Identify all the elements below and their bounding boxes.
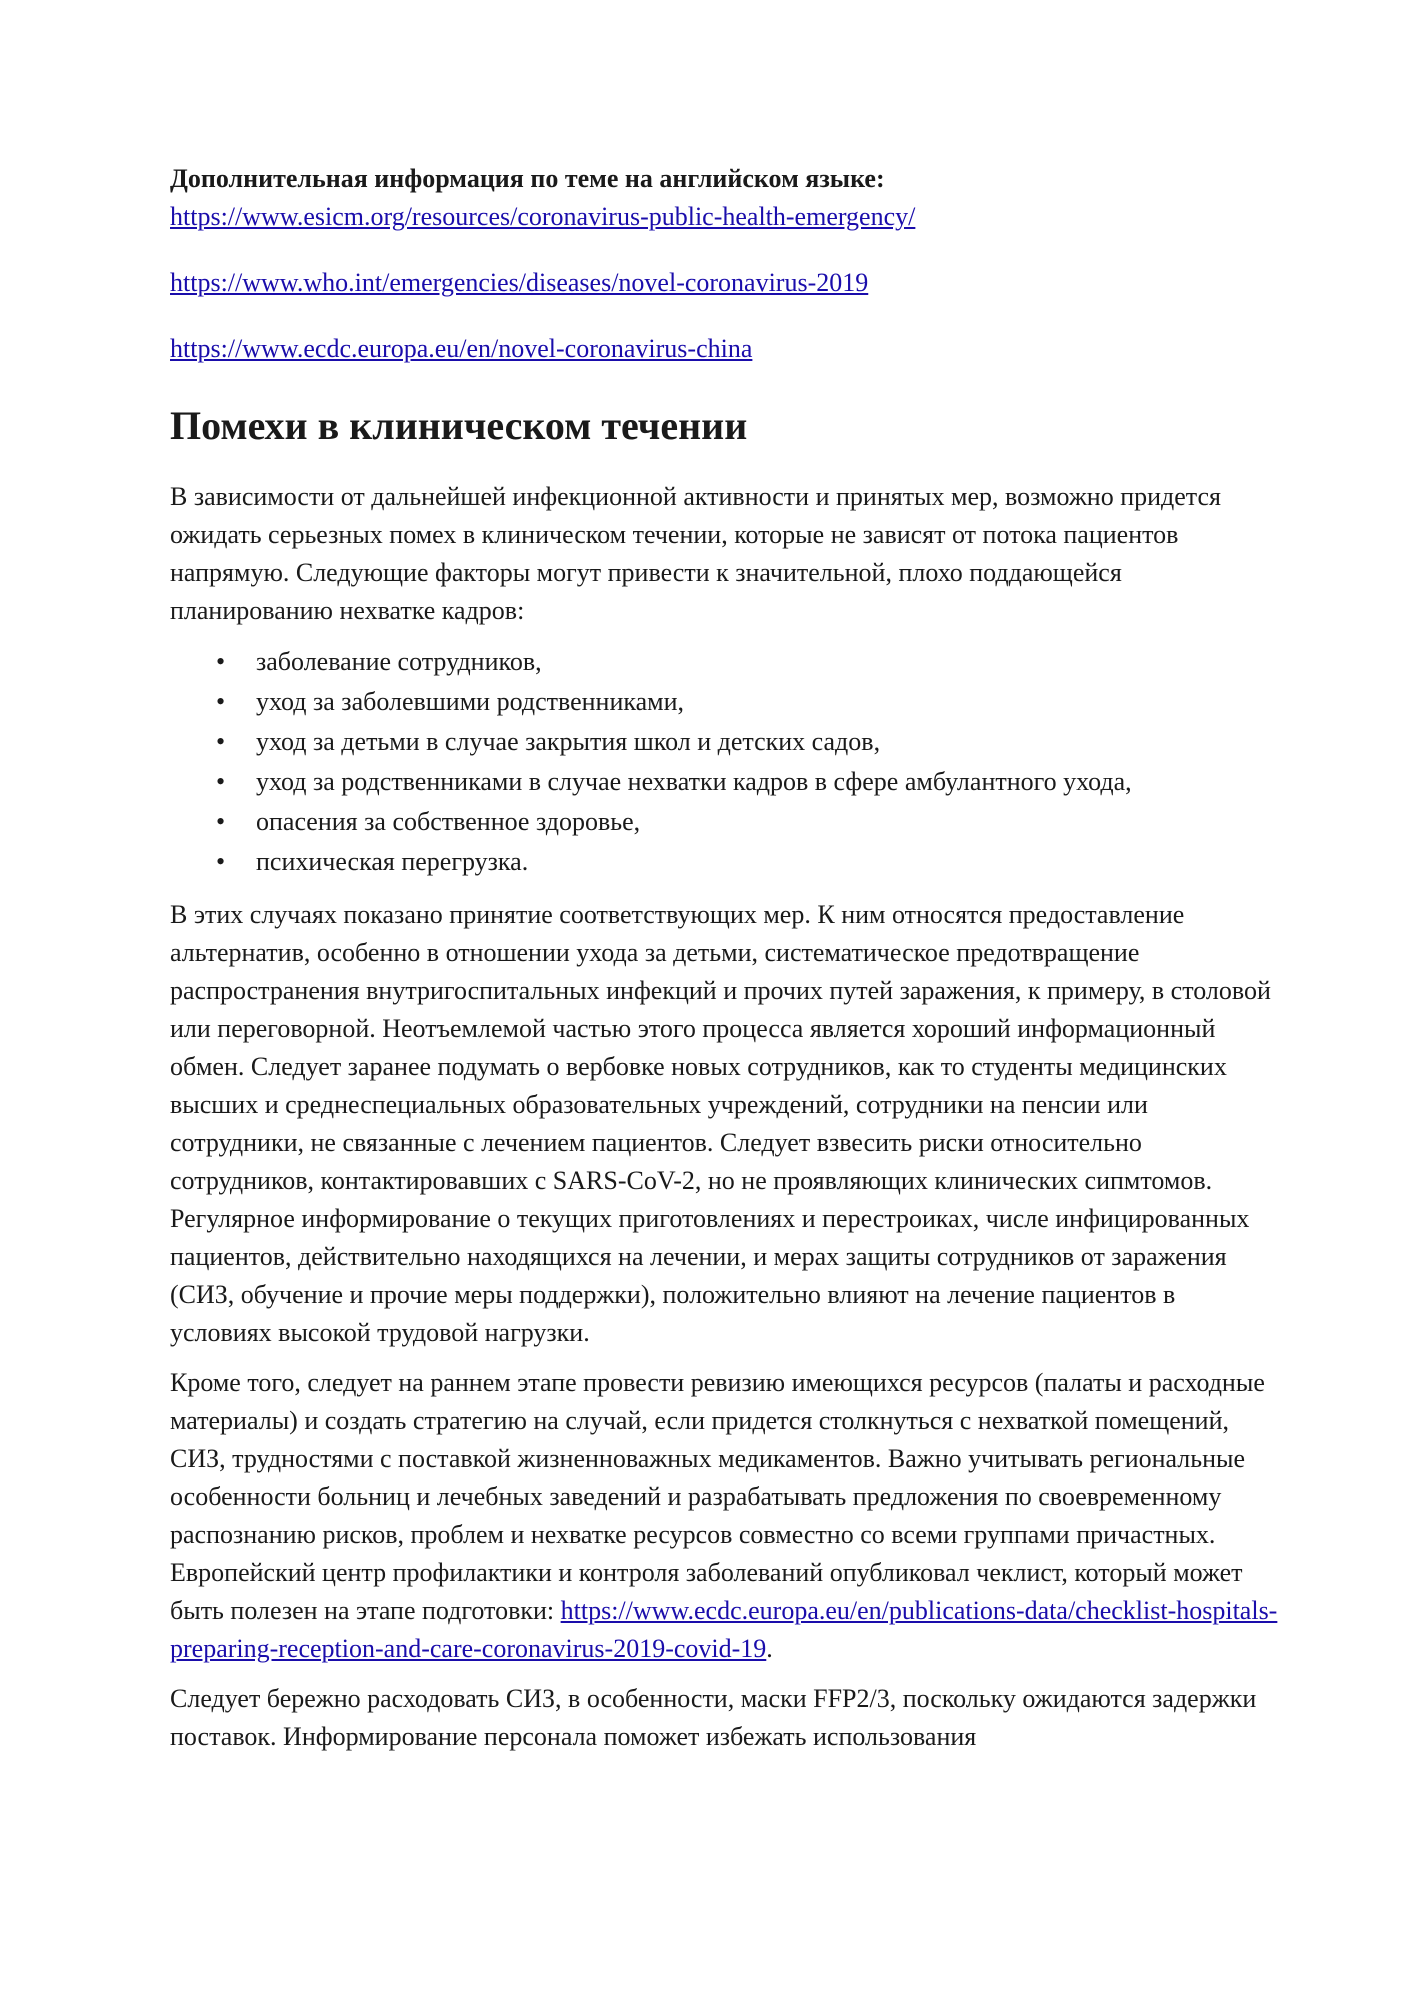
- paragraph-4: Следует бережно расходовать СИЗ, в особенности, маски FFP2/3, поскольку ожидаются задержки поставок. Информирование персонала поможет избежать использования: [170, 1684, 1257, 1751]
- link-esicm[interactable]: https://www.esicm.org/resources/coronavirus-public-health-emergency/: [170, 202, 916, 231]
- bullet-icon: •: [216, 727, 226, 756]
- bullet-list: [170, 642, 1280, 882]
- document-page: [170, 160, 1280, 1768]
- section-title: Помехи в клиническом течении: [170, 403, 748, 448]
- bullet-icon: •: [216, 847, 226, 876]
- bullet-icon: •: [216, 647, 226, 676]
- list-item: • психическая перегрузка.: [170, 842, 1280, 882]
- list-item: • уход за заболевшими родственниками,: [170, 682, 1280, 722]
- list-item: • опасения за собственное здоровье,: [170, 802, 1280, 842]
- paragraph-1: В зависимости от дальнейшей инфекционной активности и принятых мер, возможно придется ожидать серьезных помех в клиническом течении, которые не зависят от потока пациентов напрямую. Следующие факторы могут привести к значительной, плохо поддающейся планированию нехватке кадров:: [170, 482, 1221, 625]
- link-esicm-block: [170, 198, 1280, 236]
- intro-heading: Дополнительная информация по теме на английском языке:: [170, 164, 885, 193]
- link-ecdc[interactable]: https://www.ecdc.europa.eu/en/novel-coronavirus-china: [170, 334, 753, 363]
- link-ecdc-checklist[interactable]: https://www.ecdc.europa.eu/en/publications-data/checklist-hospitals-preparing-reception-and-care-coronavirus-2019-covid-19: [170, 1596, 1278, 1663]
- link-who[interactable]: https://www.who.int/emergencies/diseases/novel-coronavirus-2019: [170, 268, 869, 297]
- link-who-block: [170, 264, 1280, 302]
- list-item: • уход за родственниками в случае нехватки кадров в сфере амбулантного ухода,: [170, 762, 1280, 802]
- link-ecdc-block: [170, 330, 1280, 368]
- bullet-icon: •: [216, 767, 226, 796]
- bullet-icon: •: [216, 687, 226, 716]
- list-item: • заболевание сотрудников,: [170, 642, 1280, 682]
- paragraph-2: В этих случаях показано принятие соответствующих мер. К ним относятся предоставление альтернатив, особенно в отношении ухода за детьми, систематическое предотвращение распространения внутригоспитальных инфекций и прочих путей заражения, к примеру, в столовой или переговорной. Неотъемлемой частью этого процесса является хороший информационный обмен. Следует заранее подумать о вербовке новых сотрудников, как то студенты медицинских высших и среднеспециальных образовательных учреждений, сотрудники на пенсии или сотрудники, не связанные с лечением пациентов. Следует взвесить риски относительно сотрудников, контактировавших с SARS-CoV-2, но не проявляющих клинических сипмтомов. Регулярное информирование о текущих приготовлениях и перестроиках, числе инфицированных пациентов, действительно находящихся на лечении, и мерах защиты сотрудников от заражения (СИЗ, обучение и прочие меры поддержки), положительно влияют на лечение пациентов в условиях высокой трудовой нагрузки.: [170, 900, 1271, 1347]
- bullet-icon: •: [216, 807, 226, 836]
- list-item: • уход за детьми в случае закрытия школ и детских садов,: [170, 722, 1280, 762]
- paragraph-3: Кроме того, следует на раннем этапе провести ревизию имеющихся ресурсов (палаты и расходные материалы) и создать стратегию на случай, если придется столкнуться с нехваткой помещений, СИЗ, трудностями с поставкой жизненноважных медикаментов. Важно учитывать региональные особенности больниц и лечебных заведений и разрабатывать предложения по своевременному распознанию рисков, проблем и нехватке ресурсов совместно со всеми группами причастных. Европейский центр профилактики и контроля заболеваний опубликовал чеклист, который может быть полезен на этапе подготовки: https://www.ecdc.europa.eu/en/publications-data/checklist-hospitals-preparing-reception-and-care-coronavirus-2019-covid-19.: [170, 1368, 1278, 1663]
